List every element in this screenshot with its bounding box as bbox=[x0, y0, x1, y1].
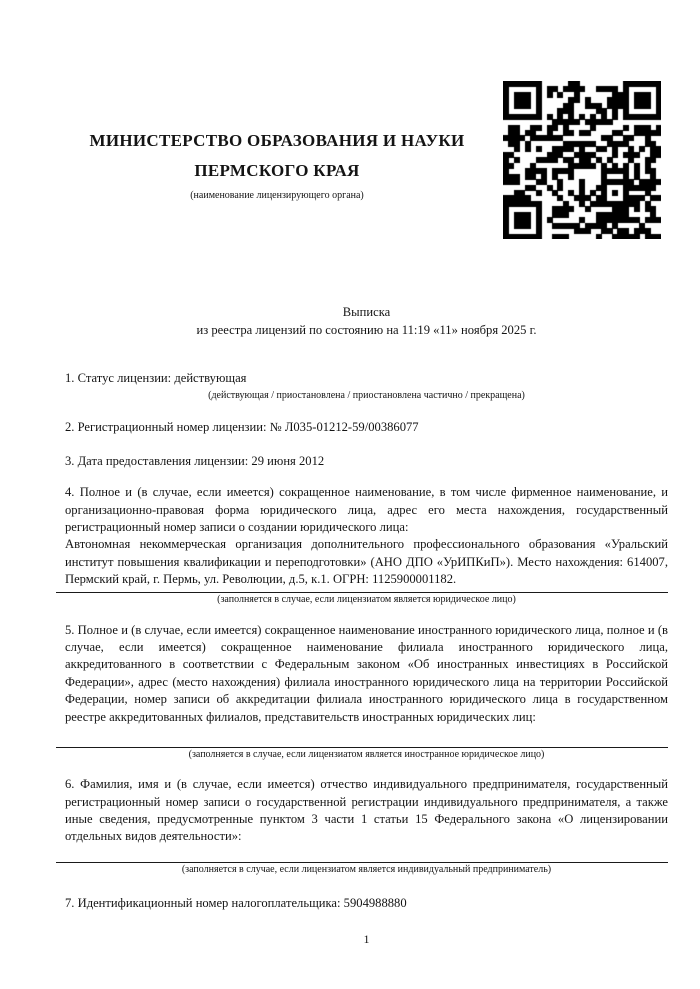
issuer-caption: (наименование лицензирующего органа) bbox=[190, 190, 364, 201]
item-4-legal-entity-value: Автономная некоммерческая организация дополнительного профессионального образования «Уральский институт повышения квалификации и переподготовки» (АНО ДПО «УрИПКиП»). Место нахождения: 614007, Пермский край, г. Пермь, ул. Революции, д.5, к.1. ОГРН: 1125900001182. bbox=[65, 537, 668, 587]
item-7-taxpayer-number: 7. Идентификационный номер налогоплательщика: 5904988880 bbox=[65, 895, 407, 910]
item-1-status-options-caption: (действующая / приостановлена / приостановлена частично / прекращена) bbox=[208, 390, 525, 402]
item-6-caption: (заполняется в случае, если лицензиатом является индивидуальный предприниматель) bbox=[181, 863, 552, 875]
item-1-license-status: 1. Статус лицензии: действующая bbox=[65, 371, 247, 385]
document-subtitle: из реестра лицензий по состоянию на 11:19 «11» ноября 2025 г. bbox=[196, 323, 537, 337]
item-4-caption: (заполняется в случае, если лицензиатом является юридическое лицо) bbox=[217, 593, 516, 605]
page-number: 1 bbox=[363, 932, 370, 947]
item-5-caption: (заполняется в случае, если лицензиатом является иностранное юридическое лицо) bbox=[188, 749, 545, 761]
item-3-grant-date: 3. Дата предоставления лицензии: 29 июня 2012 bbox=[65, 453, 325, 468]
item-6-entrepreneur-label: 6. Фамилия, имя и (в случае, если имеется) отчество индивидуального предпринимателя, государственный регистрационный номер записи о государственной регистрации индивидуального предпринимателя, а также иные сведения, предусмотренные пунктом 3 части 1 статьи 15 Федерального закона «О лицензировании отдельных видов деятельности»: bbox=[65, 777, 668, 844]
item-4-legal-entity-label: 4. Полное и (в случае, если имеется) сокращенное наименование, в том числе фирменное наименование, и организационно-правовая форма юридического лица, адрес его места нахождения, государственный регистрационный номер записи о создании юридического лица: bbox=[65, 485, 668, 535]
item-5-foreign-entity-label: 5. Полное и (в случае, если имеется) сокращенное наименование иностранного юридического лица, полное и (в случае, если имеется) сокращенное наименование филиала иностранного юридического лица, аккредитованного в соответствии с Федеральным законом «Об иностранных инвестициях в Российской Федерации», адрес (место нахождения) филиала иностранного юридического лица на территории Российской Федерации, номер записи об аккредитации филиала иностранного юридического лица в государственном реестре аккредитованных филиалов, представительств иностранных юридических лиц: bbox=[65, 622, 668, 724]
document-title: Выписка bbox=[342, 305, 391, 319]
issuer-name-line2: ПЕРМСКОГО КРАЯ bbox=[194, 161, 360, 180]
item-2-registration-number: 2. Регистрационный номер лицензии: № Л035-01212-59/00386077 bbox=[65, 420, 419, 435]
issuer-name-line1: МИНИСТЕРСТВО ОБРАЗОВАНИЯ И НАУКИ bbox=[89, 131, 465, 150]
